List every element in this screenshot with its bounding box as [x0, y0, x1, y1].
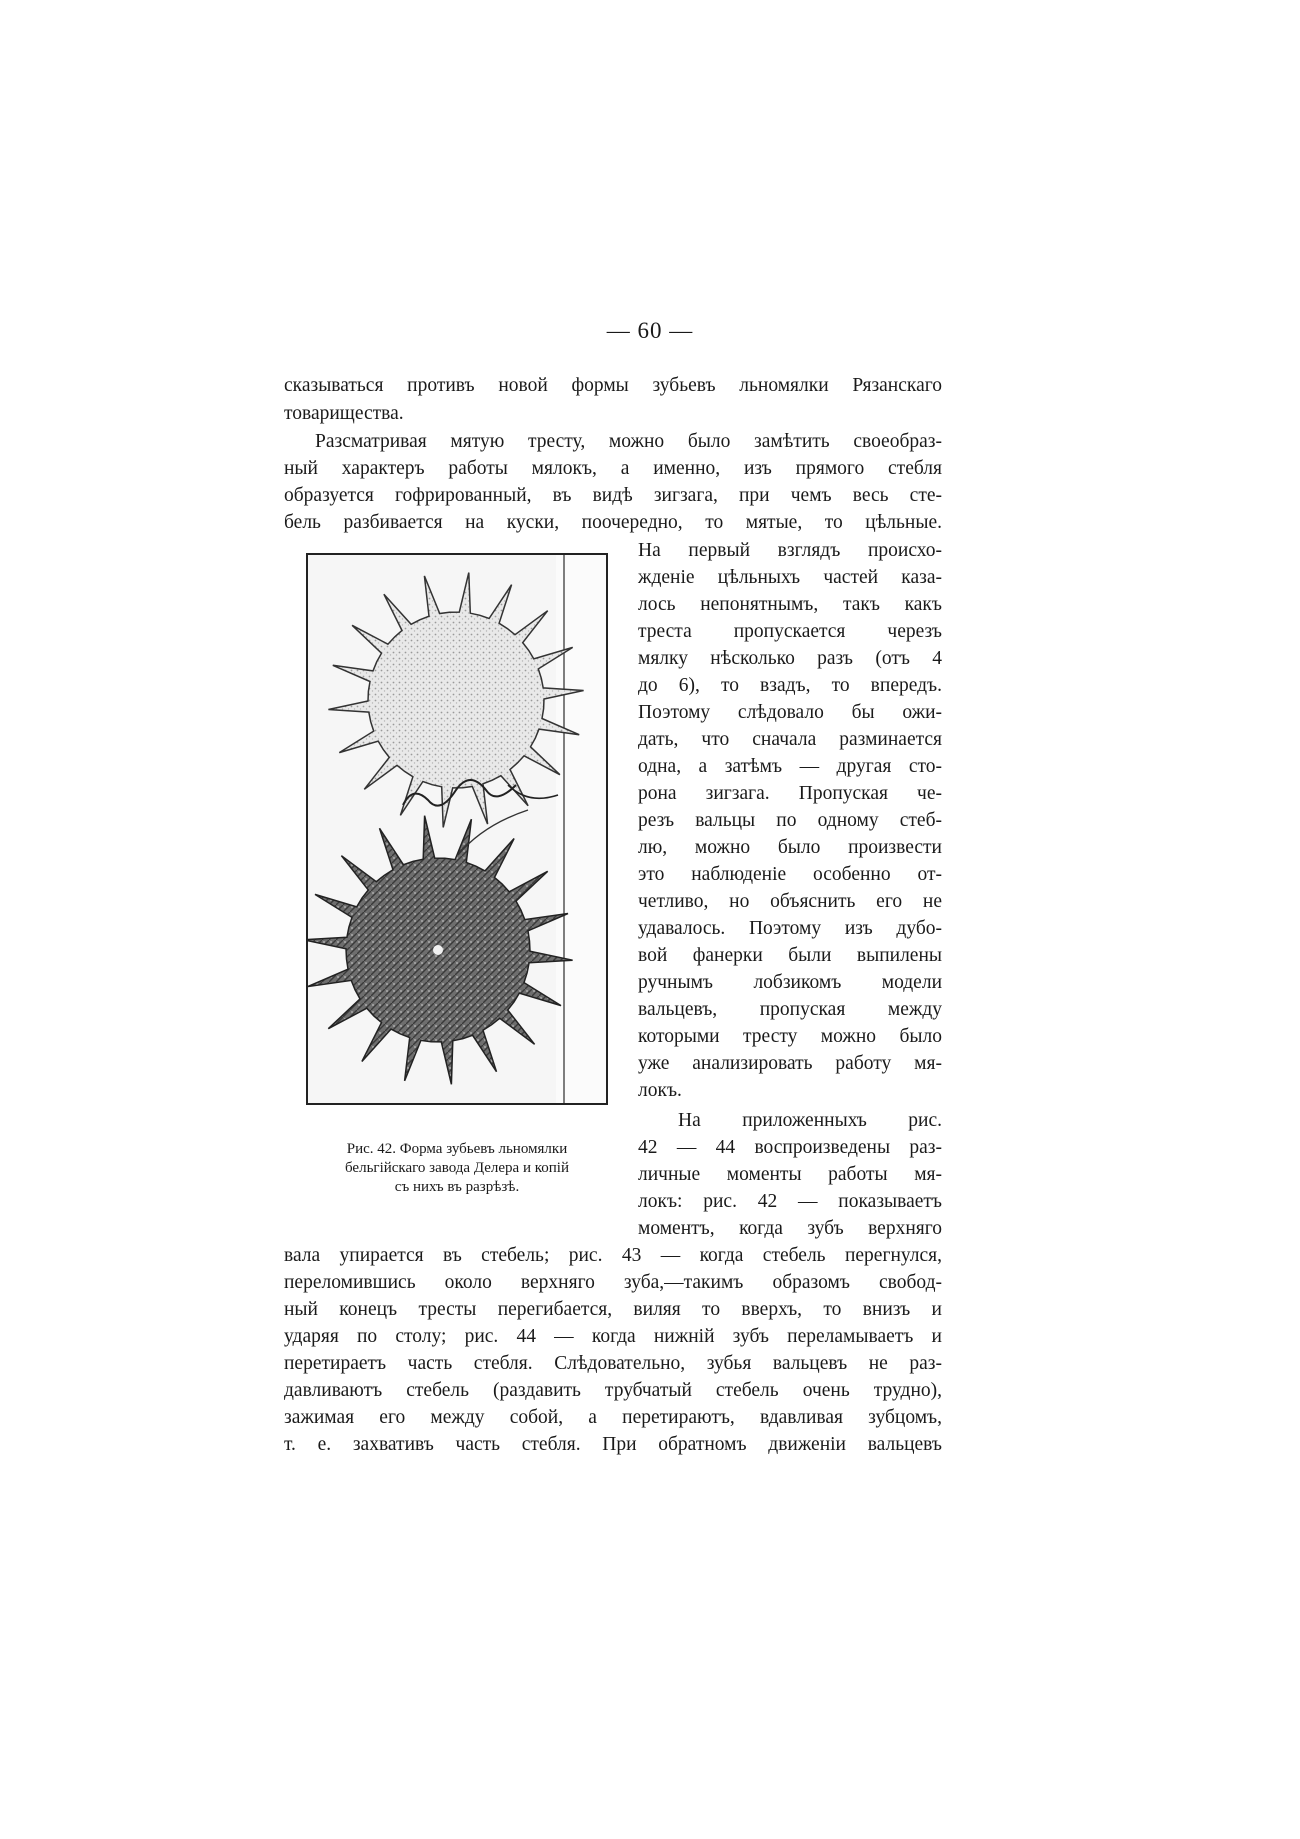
text-line: локъ: рис. 42 — показываетъ	[638, 1191, 942, 1212]
text-line: зажимая его между собой, а перетираютъ, вдавливая зубцомъ,	[284, 1407, 942, 1428]
text-line: рона зигзага. Пропуская че-	[638, 783, 942, 804]
text-line: резъ вальцы по одному стеб-	[638, 810, 942, 831]
text-line: дать, что сначала разминается	[638, 729, 942, 750]
gear-figure-image	[306, 553, 608, 1105]
page-number: — 60 —	[606, 318, 694, 343]
text-line: сказываться противъ новой формы зубьевъ льномялки Рязанскаго	[284, 375, 942, 396]
text-line: локъ.	[638, 1080, 682, 1101]
figure-caption	[292, 1140, 622, 1197]
text-line: На приложенныхъ рис.	[678, 1110, 942, 1131]
text-line: мялку нѣсколько разъ (отъ 4	[638, 648, 942, 669]
text-line: лю, можно было произвести	[638, 837, 942, 858]
text-line: моментъ, когда зубъ верхняго	[638, 1218, 942, 1239]
caption-line: съ нихъ въ разрѣзѣ.	[394, 1179, 520, 1195]
text-line: бель разбивается на куски, поочередно, то мятые, то цѣльные.	[284, 512, 942, 533]
text-line: ный конецъ тресты перегибается, виляя то вверхъ, то внизъ и	[284, 1299, 942, 1320]
text-line: одна, а затѣмъ — другая сто-	[638, 756, 942, 777]
text-line: это наблюденіе особенно от-	[638, 864, 942, 885]
text-line: вальцевъ, пропуская между	[638, 999, 942, 1020]
text-line: уже анализировать работу мя-	[638, 1053, 942, 1074]
caption-line: бельгійскаго завода Делера и копій	[345, 1160, 569, 1176]
text-line: ударяя по столу; рис. 44 — когда нижній зубъ переламываетъ и	[284, 1326, 942, 1347]
text-line: ручнымъ лобзикомъ модели	[638, 972, 942, 993]
text-line: личные моменты работы мя-	[638, 1164, 942, 1185]
text-line: т. е. захвативъ часть стебля. При обратномъ движеніи вальцевъ	[284, 1434, 942, 1455]
text-line: четливо, но объяснить его не	[638, 891, 942, 912]
text-line: жденіе цѣльныхъ частей каза-	[638, 567, 942, 588]
text-line: 42 — 44 воспроизведены раз-	[638, 1137, 942, 1158]
text-line: ный характеръ работы мялокъ, а именно, изъ прямого стебля	[284, 458, 942, 479]
text-line: до 6), то взадъ, то впередъ.	[638, 675, 942, 696]
gear-illustration	[308, 555, 606, 1103]
text-line: которыми тресту можно было	[638, 1026, 942, 1047]
text-line: лось непонятнымъ, такъ какъ	[638, 594, 942, 615]
text-line: товарищества.	[284, 403, 404, 424]
text-line: Поэтому слѣдовало бы ожи-	[638, 702, 942, 723]
text-line: перетираетъ часть стебля. Слѣдовательно, зубья вальцевъ не раз-	[284, 1353, 942, 1374]
text-line: вой фанерки были выпилены	[638, 945, 942, 966]
text-line: треста пропускается черезъ	[638, 621, 942, 642]
text-line: образуется гофрированный, въ видѣ зигзага, при чемъ весь сте-	[284, 485, 942, 506]
text-line: На первый взглядъ происхо-	[638, 540, 942, 561]
text-line: переломившись около верхняго зуба,—такимъ образомъ свобод-	[284, 1272, 942, 1293]
text-line: удавалось. Поэтому изъ дубо-	[638, 918, 942, 939]
text-line: давливаютъ стебель (раздавить трубчатый стебель очень трудно),	[284, 1380, 942, 1401]
text-line: вала упирается въ стебель; рис. 43 — когда стебель перегнулся,	[284, 1245, 942, 1266]
text-line: Разсматривая мятую тресту, можно было замѣтить своеобраз-	[315, 431, 942, 452]
caption-line: Рис. 42. Форма зубьевъ льномялки	[346, 1141, 568, 1157]
